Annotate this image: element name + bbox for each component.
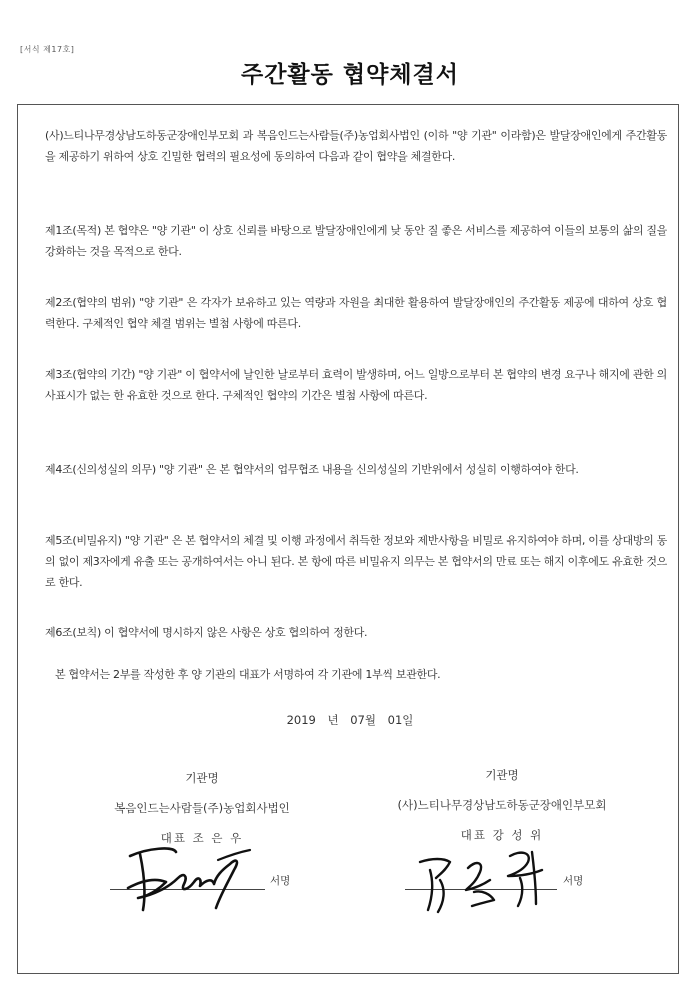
- sign-label-right: 서명: [563, 875, 584, 887]
- article-5-confidentiality: 제5조(비밀유지) "양 기관" 은 본 협약서의 체결 및 이행 과정에서 취득한 정보와 제반사항을 비밀로 유지하여야 하며, 이를 상대방의 동의 없이 제3자에게 유출 또는 공개하여서는 아니 된다. 본 항에 따른 비밀유지 의무는 본 협약서의 만료 또는 해지 이후에도 유효한 것으로 한다.: [45, 534, 667, 589]
- party-right: [362, 767, 642, 843]
- party-left: [62, 770, 342, 846]
- party-right-label: 기관명: [485, 768, 519, 782]
- intro-paragraph: (사)느티나무경상남도하동군장애인부모회 과 복음인드는사람들(주)농업회사법인 (이하 "양 기관" 이라함)은 발달장애인에게 주간활동을 제공하기 위하여 상호 긴밀한 협력의 필요성에 동의하여 다음과 같이 협약을 체결한다.: [45, 129, 667, 163]
- article-6-supplementary: 제6조(보칙) 이 협약서에 명시하지 않은 사항은 상호 협의하여 정한다.: [45, 626, 368, 639]
- article-4-good-faith: 제4조(신의성실의 의무) "양 기관" 은 본 협약서의 업무협조 내용을 신의성실의 기반위에서 성실히 이행하여야 한다.: [45, 463, 579, 476]
- party-right-representative: 대표 강 성 위: [460, 828, 544, 842]
- sign-label-left: 서명: [270, 875, 291, 887]
- party-left-org: 복음인드는사람들(주)농업회사법인: [114, 801, 290, 815]
- form-number-label: [서식 제17호]: [20, 45, 75, 54]
- party-left-representative: 대표 조 은 우: [160, 831, 244, 845]
- party-left-label: 기관명: [185, 771, 219, 785]
- article-3-period: 제3조(협약의 기간) "양 기관" 이 협약서에 날인한 날로부터 효력이 발생하며, 어느 일방으로부터 본 협약의 변경 요구나 해지에 관한 의사표시가 없는 한 유효한 것으로 한다. 구체적인 협약의 기간은 별첨 사항에 따른다.: [45, 368, 667, 402]
- article-1-purpose: 제1조(목적) 본 협약은 "양 기관" 이 상호 신뢰를 바탕으로 발달장애인에게 낮 동안 질 좋은 서비스를 제공하여 이들의 보통의 삶의 질을 강화하는 것을 목적으로 한다.: [45, 224, 667, 258]
- article-2-scope: 제2조(협약의 범위) "양 기관" 은 각자가 보유하고 있는 역량과 자원을 최대한 활용하여 발달장애인의 주간활동 제공에 대하여 상호 협력한다. 구체적인 협약 체결 범위는 별첨 사항에 따른다.: [45, 296, 667, 330]
- document-title: 주간활동 협약체결서: [241, 62, 459, 88]
- signature-left-image: [118, 838, 258, 916]
- agreement-date: 2019 년 07월 01일: [286, 713, 414, 727]
- party-right-org: (사)느티나무경상남도하동군장애인부모회: [397, 798, 607, 812]
- signature-right-image: [410, 840, 560, 916]
- copies-statement: 본 협약서는 2부를 작성한 후 양 기관의 대표가 서명하여 각 기관에 1부씩 보관한다.: [55, 668, 441, 681]
